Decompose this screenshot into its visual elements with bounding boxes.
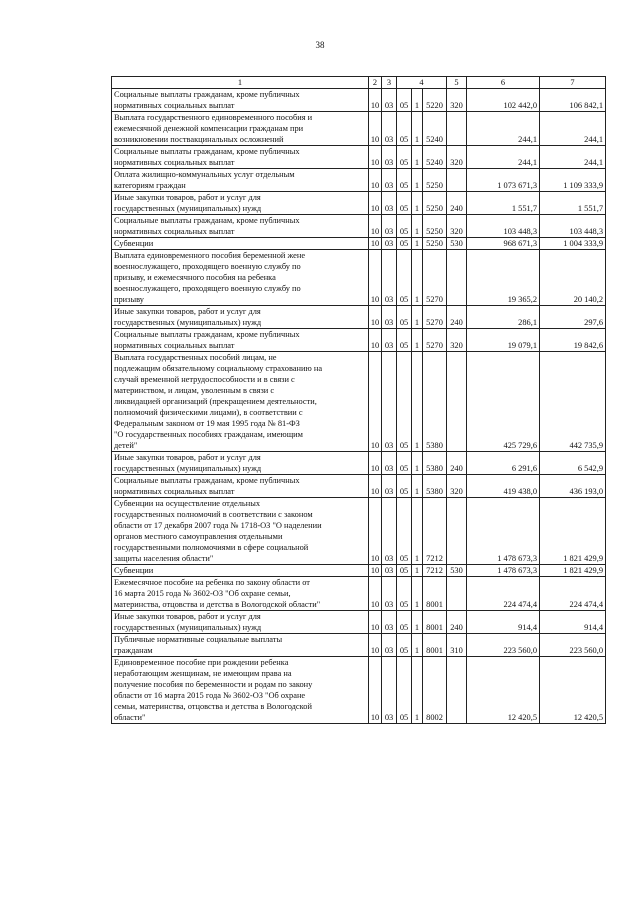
row-cell-c: 5380 bbox=[423, 475, 447, 498]
table-row bbox=[112, 146, 606, 169]
row-cell-b: 1 bbox=[412, 577, 423, 611]
row-cell-c6: 102 442,0 bbox=[467, 89, 540, 112]
row-name-cell bbox=[112, 611, 369, 634]
row-name-text: Иные закупки товаров, работ и услуг для государственных (муниципальных) нужд bbox=[114, 453, 262, 473]
row-cell-c2: 10 bbox=[369, 192, 382, 215]
row-name-text: Иные закупки товаров, работ и услуг для государственных (муниципальных) нужд bbox=[114, 612, 262, 632]
row-cell-c5: 320 bbox=[447, 215, 467, 238]
header-cell: 1 bbox=[112, 77, 369, 89]
table-row bbox=[112, 475, 606, 498]
row-cell-c5 bbox=[447, 577, 467, 611]
row-cell-c7: 1 821 429,9 bbox=[540, 565, 606, 577]
row-cell-c2: 10 bbox=[369, 352, 382, 452]
row-cell-c3: 03 bbox=[382, 634, 397, 657]
row-name-cell bbox=[112, 565, 369, 577]
row-cell-c6: 1 478 673,3 bbox=[467, 565, 540, 577]
row-cell-a: 05 bbox=[397, 306, 412, 329]
row-cell-c6: 419 438,0 bbox=[467, 475, 540, 498]
row-cell-c7: 244,1 bbox=[540, 112, 606, 146]
row-cell-c7: 436 193,0 bbox=[540, 475, 606, 498]
row-cell-b: 1 bbox=[412, 215, 423, 238]
row-cell-c3: 03 bbox=[382, 329, 397, 352]
row-name-cell bbox=[112, 169, 369, 192]
row-cell-c7: 6 542,9 bbox=[540, 452, 606, 475]
row-cell-c5 bbox=[447, 657, 467, 724]
row-cell-a: 05 bbox=[397, 146, 412, 169]
row-cell-b: 1 bbox=[412, 192, 423, 215]
row-cell-c: 5240 bbox=[423, 112, 447, 146]
row-cell-c5: 320 bbox=[447, 329, 467, 352]
row-cell-c6: 6 291,6 bbox=[467, 452, 540, 475]
row-cell-c5: 530 bbox=[447, 238, 467, 250]
row-cell-a: 05 bbox=[397, 565, 412, 577]
row-name-text: Выплата единовременного пособия беременной жене военнослужащего, проходящего военную службу по призыву, и ежемесячного пособия на ребенка военнослужащего, проходящего военную службу по призыву bbox=[114, 251, 306, 304]
row-cell-c2: 10 bbox=[369, 89, 382, 112]
row-cell-b: 1 bbox=[412, 89, 423, 112]
row-cell-c3: 03 bbox=[382, 112, 397, 146]
row-cell-c3: 03 bbox=[382, 352, 397, 452]
table-row bbox=[112, 611, 606, 634]
row-cell-a: 05 bbox=[397, 112, 412, 146]
row-cell-c3: 03 bbox=[382, 657, 397, 724]
table-row bbox=[112, 565, 606, 577]
row-name-text: Субвенции на осуществление отдельных государственных полномочий в соответствии с законом области от 17 декабря 2007 года № 1718-ОЗ "О наделении органов местного самоуправления отдельными государственными полномочиями в сфере социальной защиты населения области" bbox=[114, 499, 322, 563]
row-cell-c7: 19 842,6 bbox=[540, 329, 606, 352]
row-cell-c2: 10 bbox=[369, 146, 382, 169]
row-name-cell bbox=[112, 329, 369, 352]
row-cell-a: 05 bbox=[397, 329, 412, 352]
row-cell-c: 8001 bbox=[423, 611, 447, 634]
row-name-text: Субвенции bbox=[114, 566, 154, 575]
row-cell-a: 05 bbox=[397, 192, 412, 215]
page-number: 38 bbox=[315, 40, 325, 50]
row-cell-c3: 03 bbox=[382, 565, 397, 577]
table-row bbox=[112, 306, 606, 329]
row-cell-c6: 12 420,5 bbox=[467, 657, 540, 724]
row-cell-c6: 1 073 671,3 bbox=[467, 169, 540, 192]
row-cell-a: 05 bbox=[397, 250, 412, 306]
table-row bbox=[112, 215, 606, 238]
row-cell-c6: 286,1 bbox=[467, 306, 540, 329]
row-cell-c7: 442 735,9 bbox=[540, 352, 606, 452]
table-row bbox=[112, 250, 606, 306]
table-row bbox=[112, 352, 606, 452]
row-name-cell bbox=[112, 146, 369, 169]
row-name-cell bbox=[112, 306, 369, 329]
row-cell-c6: 244,1 bbox=[467, 146, 540, 169]
row-cell-a: 05 bbox=[397, 169, 412, 192]
row-cell-c2: 10 bbox=[369, 169, 382, 192]
table-row bbox=[112, 657, 606, 724]
row-cell-a: 05 bbox=[397, 498, 412, 565]
row-name-text: Социальные выплаты гражданам, кроме публичных нормативных социальных выплат bbox=[114, 90, 300, 110]
row-cell-c: 5380 bbox=[423, 452, 447, 475]
row-name-cell bbox=[112, 498, 369, 565]
row-cell-c6: 1 551,7 bbox=[467, 192, 540, 215]
row-name-cell bbox=[112, 250, 369, 306]
row-name-text: Иные закупки товаров, работ и услуг для государственных (муниципальных) нужд bbox=[114, 193, 262, 213]
row-cell-c2: 10 bbox=[369, 238, 382, 250]
row-cell-c7: 12 420,5 bbox=[540, 657, 606, 724]
row-cell-c7: 224 474,4 bbox=[540, 577, 606, 611]
row-cell-c6: 914,4 bbox=[467, 611, 540, 634]
table-row bbox=[112, 89, 606, 112]
row-cell-b: 1 bbox=[412, 634, 423, 657]
row-cell-c: 8001 bbox=[423, 577, 447, 611]
row-cell-c7: 103 448,3 bbox=[540, 215, 606, 238]
row-name-cell bbox=[112, 452, 369, 475]
row-name-cell bbox=[112, 475, 369, 498]
row-cell-c3: 03 bbox=[382, 577, 397, 611]
table-row bbox=[112, 192, 606, 215]
row-cell-b: 1 bbox=[412, 112, 423, 146]
row-cell-c2: 10 bbox=[369, 565, 382, 577]
row-name-text: Субвенции bbox=[114, 239, 154, 248]
row-name-text: Единовременное пособие при рождении ребенка неработающим женщинам, не имеющим права на получение пособия по беременности и родам по закону области от 16 марта 2015 года № 3602-ОЗ "Об охране семьи, материнства, отцовства и детства в Вологодской области" bbox=[114, 658, 313, 722]
row-cell-c6: 224 474,4 bbox=[467, 577, 540, 611]
header-cell: 3 bbox=[382, 77, 397, 89]
row-cell-a: 05 bbox=[397, 634, 412, 657]
row-cell-c2: 10 bbox=[369, 215, 382, 238]
row-cell-c: 5270 bbox=[423, 306, 447, 329]
header-cell: 4 bbox=[397, 77, 447, 89]
row-cell-c2: 10 bbox=[369, 452, 382, 475]
row-cell-b: 1 bbox=[412, 498, 423, 565]
row-cell-c6: 425 729,6 bbox=[467, 352, 540, 452]
row-cell-c2: 10 bbox=[369, 112, 382, 146]
row-cell-a: 05 bbox=[397, 238, 412, 250]
row-cell-c2: 10 bbox=[369, 329, 382, 352]
row-cell-c5 bbox=[447, 498, 467, 565]
row-cell-a: 05 bbox=[397, 475, 412, 498]
header-cell: 5 bbox=[447, 77, 467, 89]
row-cell-c: 8001 bbox=[423, 634, 447, 657]
row-cell-c6: 19 079,1 bbox=[467, 329, 540, 352]
table-row bbox=[112, 498, 606, 565]
row-name-cell bbox=[112, 215, 369, 238]
row-cell-b: 1 bbox=[412, 238, 423, 250]
row-cell-c2: 10 bbox=[369, 306, 382, 329]
row-name-cell bbox=[112, 577, 369, 611]
row-cell-c5 bbox=[447, 169, 467, 192]
row-cell-c: 5270 bbox=[423, 329, 447, 352]
row-cell-c: 5250 bbox=[423, 169, 447, 192]
row-cell-b: 1 bbox=[412, 452, 423, 475]
budget-table bbox=[111, 76, 606, 724]
row-cell-a: 05 bbox=[397, 89, 412, 112]
header-cell: 2 bbox=[369, 77, 382, 89]
row-cell-c7: 1 004 333,9 bbox=[540, 238, 606, 250]
row-cell-c5: 240 bbox=[447, 611, 467, 634]
row-cell-c: 5240 bbox=[423, 146, 447, 169]
row-cell-b: 1 bbox=[412, 475, 423, 498]
row-name-text: Оплата жилищно-коммунальных услуг отдельным категориям граждан bbox=[114, 170, 295, 190]
row-cell-c5: 240 bbox=[447, 452, 467, 475]
row-cell-a: 05 bbox=[397, 452, 412, 475]
row-cell-b: 1 bbox=[412, 565, 423, 577]
row-cell-c: 7212 bbox=[423, 565, 447, 577]
row-cell-a: 05 bbox=[397, 352, 412, 452]
row-cell-b: 1 bbox=[412, 611, 423, 634]
row-cell-c2: 10 bbox=[369, 634, 382, 657]
row-name-cell bbox=[112, 192, 369, 215]
row-name-text: Публичные нормативные социальные выплаты гражданам bbox=[114, 635, 283, 655]
row-cell-c7: 244,1 bbox=[540, 146, 606, 169]
row-cell-c3: 03 bbox=[382, 611, 397, 634]
row-name-cell bbox=[112, 89, 369, 112]
header-cell: 6 bbox=[467, 77, 540, 89]
row-cell-c: 5220 bbox=[423, 89, 447, 112]
row-cell-a: 05 bbox=[397, 657, 412, 724]
row-cell-c5 bbox=[447, 112, 467, 146]
row-cell-c5: 310 bbox=[447, 634, 467, 657]
row-cell-c7: 297,6 bbox=[540, 306, 606, 329]
row-cell-c5: 530 bbox=[447, 565, 467, 577]
row-cell-c6: 1 478 673,3 bbox=[467, 498, 540, 565]
row-cell-c6: 19 365,2 bbox=[467, 250, 540, 306]
row-cell-c7: 914,4 bbox=[540, 611, 606, 634]
row-cell-c2: 10 bbox=[369, 498, 382, 565]
row-cell-c3: 03 bbox=[382, 475, 397, 498]
row-cell-c2: 10 bbox=[369, 657, 382, 724]
row-name-text: Социальные выплаты гражданам, кроме публичных нормативных социальных выплат bbox=[114, 147, 300, 167]
row-cell-c3: 03 bbox=[382, 192, 397, 215]
row-cell-c3: 03 bbox=[382, 146, 397, 169]
row-cell-c5: 320 bbox=[447, 475, 467, 498]
row-cell-c7: 1 821 429,9 bbox=[540, 498, 606, 565]
row-name-text: Выплата государственных пособий лицам, не подлежащим обязательному социальному страхованию на случай временной нетрудоспособности и в связи с материнством, и лицам, уволенным в связи с ликвидацией организаций (прекращением деятельности, полномочий физическими лицами), в соответствии с Федеральным законом от 19 мая 1995 года № 81-ФЗ "О государственных пособиях гражданам, имеющим детей" bbox=[114, 353, 323, 450]
row-cell-c3: 03 bbox=[382, 215, 397, 238]
row-cell-c5: 240 bbox=[447, 192, 467, 215]
row-cell-c7: 1 551,7 bbox=[540, 192, 606, 215]
row-cell-b: 1 bbox=[412, 146, 423, 169]
row-cell-c5 bbox=[447, 250, 467, 306]
row-cell-c3: 03 bbox=[382, 169, 397, 192]
row-cell-b: 1 bbox=[412, 250, 423, 306]
row-cell-c3: 03 bbox=[382, 452, 397, 475]
table-row bbox=[112, 238, 606, 250]
row-cell-c: 7212 bbox=[423, 498, 447, 565]
row-cell-c5 bbox=[447, 352, 467, 452]
row-cell-c: 5250 bbox=[423, 192, 447, 215]
row-cell-a: 05 bbox=[397, 611, 412, 634]
row-cell-c3: 03 bbox=[382, 498, 397, 565]
row-cell-b: 1 bbox=[412, 352, 423, 452]
row-name-text: Иные закупки товаров, работ и услуг для государственных (муниципальных) нужд bbox=[114, 307, 262, 327]
row-name-cell bbox=[112, 657, 369, 724]
row-name-cell bbox=[112, 352, 369, 452]
header-cell: 7 bbox=[540, 77, 606, 89]
row-name-text: Социальные выплаты гражданам, кроме публичных нормативных социальных выплат bbox=[114, 330, 300, 350]
table-row bbox=[112, 577, 606, 611]
row-name-text: Выплата государственного единовременного пособия и ежемесячной денежной компенсации гражданам при возникновении поствакцинальных осложнений bbox=[114, 113, 313, 144]
table-row bbox=[112, 329, 606, 352]
row-cell-c7: 1 109 333,9 bbox=[540, 169, 606, 192]
row-cell-c6: 244,1 bbox=[467, 112, 540, 146]
row-cell-c3: 03 bbox=[382, 250, 397, 306]
row-cell-c: 5270 bbox=[423, 250, 447, 306]
row-cell-c6: 103 448,3 bbox=[467, 215, 540, 238]
row-cell-c7: 106 842,1 bbox=[540, 89, 606, 112]
row-cell-c5: 320 bbox=[447, 89, 467, 112]
row-cell-c5: 240 bbox=[447, 306, 467, 329]
row-cell-c: 8002 bbox=[423, 657, 447, 724]
row-cell-c7: 20 140,2 bbox=[540, 250, 606, 306]
table-row bbox=[112, 112, 606, 146]
row-name-cell bbox=[112, 634, 369, 657]
row-name-cell bbox=[112, 112, 369, 146]
row-cell-c7: 223 560,0 bbox=[540, 634, 606, 657]
row-cell-c6: 223 560,0 bbox=[467, 634, 540, 657]
row-cell-c2: 10 bbox=[369, 611, 382, 634]
row-cell-c6: 968 671,3 bbox=[467, 238, 540, 250]
row-cell-c2: 10 bbox=[369, 577, 382, 611]
row-cell-c5: 320 bbox=[447, 146, 467, 169]
row-cell-c: 5250 bbox=[423, 215, 447, 238]
table-row bbox=[112, 452, 606, 475]
row-cell-c3: 03 bbox=[382, 306, 397, 329]
row-cell-c: 5250 bbox=[423, 238, 447, 250]
row-cell-b: 1 bbox=[412, 329, 423, 352]
row-name-text: Ежемесячное пособие на ребенка по закону области от 16 марта 2015 года № 3602-ОЗ "Об охране семьи, материнства, отцовства и детства в Вологодской области" bbox=[114, 578, 321, 609]
row-cell-c2: 10 bbox=[369, 250, 382, 306]
row-cell-b: 1 bbox=[412, 306, 423, 329]
row-cell-c2: 10 bbox=[369, 475, 382, 498]
row-cell-b: 1 bbox=[412, 657, 423, 724]
row-cell-a: 05 bbox=[397, 577, 412, 611]
row-cell-c3: 03 bbox=[382, 89, 397, 112]
row-name-text: Социальные выплаты гражданам, кроме публичных нормативных социальных выплат bbox=[114, 476, 300, 496]
row-name-text: Социальные выплаты гражданам, кроме публичных нормативных социальных выплат bbox=[114, 216, 300, 236]
row-cell-a: 05 bbox=[397, 215, 412, 238]
table-row bbox=[112, 169, 606, 192]
row-cell-b: 1 bbox=[412, 169, 423, 192]
row-cell-c: 5380 bbox=[423, 352, 447, 452]
header-row bbox=[112, 77, 606, 89]
row-cell-c3: 03 bbox=[382, 238, 397, 250]
table-row bbox=[112, 634, 606, 657]
row-name-cell bbox=[112, 238, 369, 250]
